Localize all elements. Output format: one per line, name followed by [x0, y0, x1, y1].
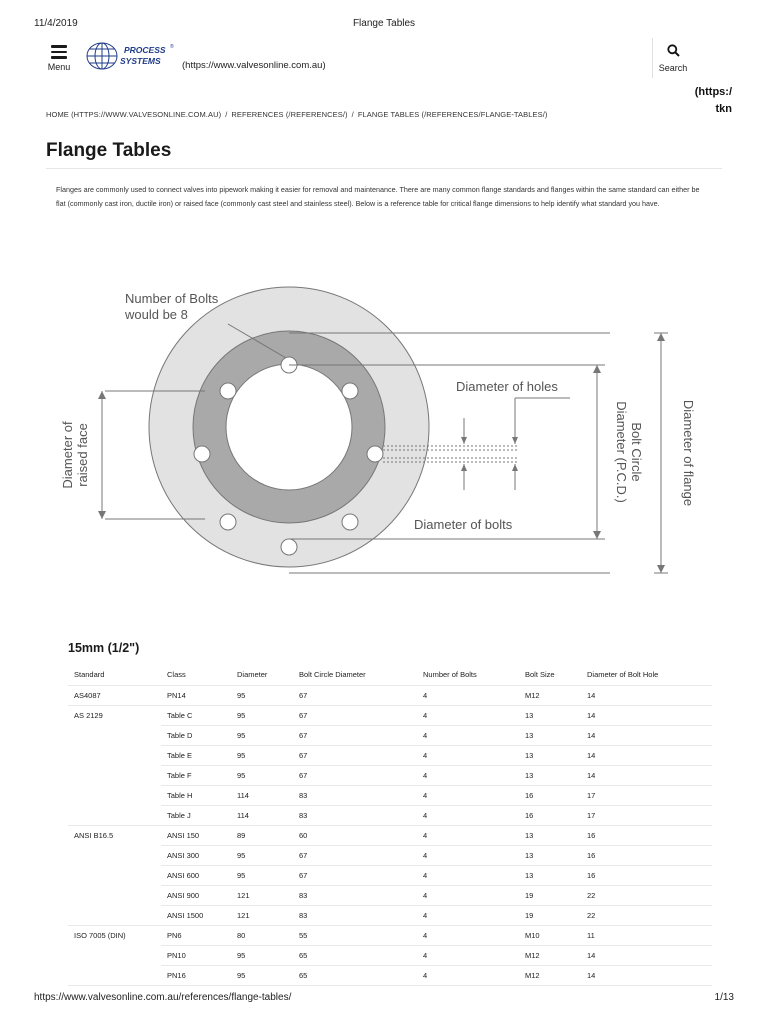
cell-bolt-hole: 22 [581, 885, 712, 905]
cell-diameter: 80 [231, 925, 293, 945]
cell-diameter: 95 [231, 745, 293, 765]
cell-class: PN14 [161, 685, 231, 705]
globe-icon [87, 43, 117, 69]
cell-standard [68, 845, 161, 865]
cell-number-of-bolts: 4 [417, 725, 519, 745]
table-row [68, 965, 712, 985]
cell-bolt-hole: 16 [581, 845, 712, 865]
breadcrumb-references[interactable]: REFERENCES (/REFERENCES/) [231, 110, 348, 119]
cell-bolt-hole: 16 [581, 865, 712, 885]
cell-bolt-circle: 67 [293, 845, 417, 865]
cell-class: ANSI 600 [161, 865, 231, 885]
flange-bore [226, 364, 352, 490]
cell-bolt-hole: 16 [581, 825, 712, 845]
table-row [68, 725, 712, 745]
menu-label: Menu [47, 61, 71, 72]
cell-diameter: 95 [231, 765, 293, 785]
cell-bolt-size: M12 [519, 965, 581, 985]
cell-standard [68, 725, 161, 745]
site-header [0, 38, 768, 86]
table-header-row [68, 665, 712, 685]
cell-bolt-size: 16 [519, 805, 581, 825]
table-row [68, 805, 712, 825]
cell-bolt-hole: 14 [581, 685, 712, 705]
cell-number-of-bolts: 4 [417, 685, 519, 705]
header-number-of-bolts: Number of Bolts [417, 665, 519, 685]
label-raised-face-line2: raised face [75, 423, 90, 487]
print-url: https://www.valvesonline.com.au/references/flange-tables/ [34, 992, 292, 1003]
table-row [68, 865, 712, 885]
table-row [68, 785, 712, 805]
logo-url-link[interactable]: (https://www.valvesonline.com.au) [182, 60, 326, 71]
cell-bolt-size: 13 [519, 865, 581, 885]
title-divider [46, 168, 722, 169]
cell-class: Table F [161, 765, 231, 785]
cell-bolt-hole: 14 [581, 725, 712, 745]
cell-standard [68, 885, 161, 905]
page-number: 1/13 [714, 992, 734, 1003]
cell-diameter: 89 [231, 825, 293, 845]
cell-class: Table J [161, 805, 231, 825]
print-title: Flange Tables [352, 18, 416, 29]
bolt-hole [281, 539, 297, 555]
breadcrumb [46, 110, 548, 119]
cell-bolt-hole: 14 [581, 705, 712, 725]
cell-number-of-bolts: 4 [417, 765, 519, 785]
cell-bolt-circle: 83 [293, 905, 417, 925]
breadcrumb-home[interactable]: HOME (HTTPS://WWW.VALVESONLINE.COM.AU) [46, 110, 222, 119]
cell-bolt-hole: 17 [581, 785, 712, 805]
page-title: Flange Tables [46, 140, 172, 161]
cell-bolt-circle: 67 [293, 725, 417, 745]
cell-standard [68, 865, 161, 885]
cell-number-of-bolts: 4 [417, 705, 519, 725]
cell-class: Table H [161, 785, 231, 805]
search-divider [652, 38, 653, 78]
label-diameter-of-flange: Diameter of flange [681, 399, 696, 507]
cell-diameter: 95 [231, 965, 293, 985]
hamburger-icon [51, 45, 67, 59]
bolt-hole [367, 446, 383, 462]
cell-number-of-bolts: 4 [417, 925, 519, 945]
cell-bolt-hole: 14 [581, 745, 712, 765]
cell-standard [68, 965, 161, 985]
bolt-hole [220, 383, 236, 399]
header-bolt-circle-diameter: Bolt Circle Diameter [293, 665, 417, 685]
cell-bolt-size: M10 [519, 925, 581, 945]
logo-text-systems: SYSTEMS [120, 56, 161, 66]
cell-number-of-bolts: 4 [417, 945, 519, 965]
table-row [68, 685, 712, 705]
cell-diameter: 95 [231, 725, 293, 745]
cell-standard [68, 905, 161, 925]
table-row [68, 905, 712, 925]
cell-number-of-bolts: 4 [417, 785, 519, 805]
cell-bolt-size: 13 [519, 745, 581, 765]
cell-bolt-circle: 67 [293, 685, 417, 705]
cell-standard [68, 765, 161, 785]
intro-paragraph: Flanges are commonly used to connect valves into pipework making it easier for removal and maintenance. There are many common flange standards and flanges within the same standard can either be flat (commonly cast iron, ductile iron) or raised face (commonly cast steel and stainless steel). Below is a reference table for critical flange dimensions to help identify what standard you have. [56, 185, 700, 209]
overflow-link-line2: tkn [715, 103, 732, 115]
cell-bolt-circle: 83 [293, 885, 417, 905]
flange-diagram [50, 248, 718, 598]
cell-bolt-size: 16 [519, 785, 581, 805]
label-diameter-of-holes: Diameter of holes [456, 379, 558, 394]
bolt-hole [220, 514, 236, 530]
cell-bolt-size: M12 [519, 945, 581, 965]
cell-number-of-bolts: 4 [417, 965, 519, 985]
cell-number-of-bolts: 4 [417, 745, 519, 765]
table-body [68, 685, 712, 985]
label-raised-face [60, 421, 90, 489]
cell-standard [68, 945, 161, 965]
header-bolt-size: Bolt Size [519, 665, 581, 685]
table-row [68, 945, 712, 965]
cell-bolt-circle: 65 [293, 945, 417, 965]
label-diameter-of-bolts: Diameter of bolts [414, 517, 513, 532]
print-header [0, 18, 768, 32]
cell-bolt-size: 13 [519, 765, 581, 785]
cell-class: Table C [161, 705, 231, 725]
table-row [68, 925, 712, 945]
table-row [68, 765, 712, 785]
cell-class: ANSI 900 [161, 885, 231, 905]
cell-class: Table E [161, 745, 231, 765]
cell-class: PN10 [161, 945, 231, 965]
cell-bolt-circle: 83 [293, 805, 417, 825]
cell-diameter: 95 [231, 685, 293, 705]
cell-standard [68, 745, 161, 765]
breadcrumb-flange-tables[interactable]: FLANGE TABLES (/REFERENCES/FLANGE-TABLES/) [357, 110, 548, 119]
label-number-of-bolts-line2: would be 8 [125, 307, 188, 322]
logo-registered-mark: ® [170, 44, 174, 50]
cell-number-of-bolts: 4 [417, 805, 519, 825]
process-systems-logo[interactable] [84, 40, 180, 74]
cell-class: ANSI 1500 [161, 905, 231, 925]
cell-standard: AS4087 [68, 685, 161, 705]
label-raised-face-line1: Diameter of [60, 421, 75, 489]
bolt-hole [342, 383, 358, 399]
cell-bolt-size: 19 [519, 905, 581, 925]
cell-number-of-bolts: 4 [417, 865, 519, 885]
cell-diameter: 114 [231, 805, 293, 825]
cell-bolt-circle: 67 [293, 745, 417, 765]
cell-bolt-circle: 67 [293, 765, 417, 785]
cell-bolt-circle: 65 [293, 965, 417, 985]
cell-bolt-hole: 14 [581, 965, 712, 985]
cell-diameter: 95 [231, 945, 293, 965]
cell-bolt-size: M12 [519, 685, 581, 705]
cell-standard [68, 805, 161, 825]
header-diameter-of-bolt-hole: Diameter of Bolt Hole [581, 665, 712, 685]
cell-diameter: 95 [231, 865, 293, 885]
overflow-link[interactable] [695, 84, 732, 118]
cell-standard [68, 785, 161, 805]
table-row [68, 745, 712, 765]
cell-class: ANSI 150 [161, 825, 231, 845]
logo-text-process: PROCESS [124, 45, 166, 55]
cell-bolt-hole: 17 [581, 805, 712, 825]
cell-bolt-circle: 83 [293, 785, 417, 805]
cell-bolt-circle: 67 [293, 705, 417, 725]
cell-number-of-bolts: 4 [417, 885, 519, 905]
cell-diameter: 121 [231, 885, 293, 905]
cell-bolt-hole: 22 [581, 905, 712, 925]
bolt-hole [194, 446, 210, 462]
cell-bolt-size: 13 [519, 705, 581, 725]
label-number-of-bolts-line1: Number of Bolts [125, 291, 219, 306]
cell-bolt-hole: 11 [581, 925, 712, 945]
cell-class: PN6 [161, 925, 231, 945]
bolt-hole [342, 514, 358, 530]
cell-standard: ANSI B16.5 [74, 830, 114, 840]
overflow-link-line1: (https:/ [694, 86, 732, 98]
cell-number-of-bolts: 4 [417, 825, 519, 845]
cell-bolt-circle: 55 [293, 925, 417, 945]
cell-bolt-hole: 14 [581, 765, 712, 785]
breadcrumb-separator: / [351, 110, 354, 119]
cell-bolt-circle: 67 [293, 865, 417, 885]
search-label: Search [658, 63, 688, 73]
cell-class: PN16 [161, 965, 231, 985]
table-row [68, 885, 712, 905]
cell-standard: AS 2129 [74, 710, 103, 720]
cell-bolt-hole: 14 [581, 945, 712, 965]
cell-class: Table D [161, 725, 231, 745]
section-title: 15mm (1/2") [68, 641, 140, 655]
cell-number-of-bolts: 4 [417, 905, 519, 925]
cell-bolt-size: 13 [519, 725, 581, 745]
cell-diameter: 121 [231, 905, 293, 925]
cell-class: ANSI 300 [161, 845, 231, 865]
header-diameter: Diameter [231, 665, 293, 685]
label-bolt-circle-line1: Bolt Circle [629, 422, 644, 482]
header-standard: Standard [68, 665, 161, 685]
cell-number-of-bolts: 4 [417, 845, 519, 865]
table-row [68, 845, 712, 865]
header-class: Class [161, 665, 231, 685]
cell-bolt-size: 13 [519, 825, 581, 845]
table-row [68, 825, 712, 845]
search-icon [667, 44, 680, 57]
label-bolt-circle [614, 401, 644, 503]
menu-button[interactable] [44, 42, 74, 74]
search-button[interactable] [656, 44, 690, 73]
label-bolt-circle-line2: Diameter (P.C.D.) [614, 401, 629, 503]
print-date: 11/4/2019 [34, 18, 78, 29]
cell-bolt-circle: 60 [293, 825, 417, 845]
table-row [68, 705, 712, 725]
breadcrumb-separator: / [225, 110, 228, 119]
cell-bolt-size: 13 [519, 845, 581, 865]
cell-diameter: 95 [231, 845, 293, 865]
flange-table [68, 665, 712, 986]
cell-standard: ISO 7005 (DIN) [74, 930, 126, 940]
cell-diameter: 95 [231, 705, 293, 725]
cell-bolt-size: 19 [519, 885, 581, 905]
cell-diameter: 114 [231, 785, 293, 805]
